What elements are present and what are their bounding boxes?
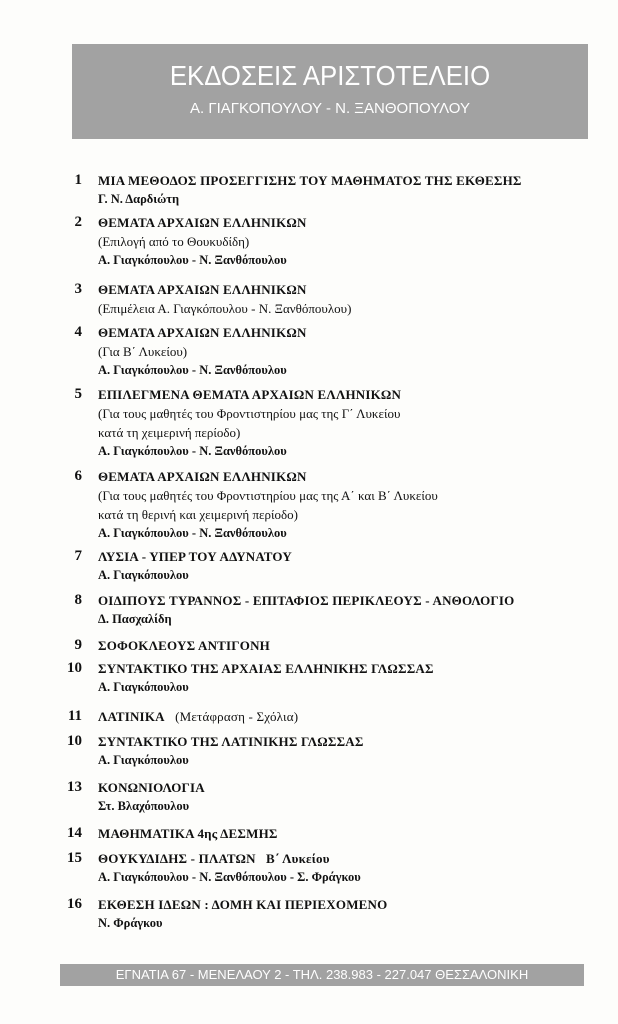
book-details xyxy=(98,732,598,770)
book-author: Δ. Πασχαλίδη xyxy=(98,612,172,626)
book-number: 3 xyxy=(74,281,82,297)
book-details xyxy=(98,659,598,697)
book-author: Α. Γιαγκόπουλου xyxy=(98,680,189,694)
book-details xyxy=(98,547,598,585)
book-title xyxy=(98,213,598,232)
book-number: 15 xyxy=(67,850,82,866)
book-author: Α. Γιαγκόπουλου - Ν. Ξανθόπουλου xyxy=(98,253,287,267)
book-number: 16 xyxy=(67,896,82,912)
book-description: κατά τη χειμερινή περίοδο) xyxy=(98,425,241,440)
book-description: (Για Β΄ Λυκείου) xyxy=(98,344,188,359)
book-number: 6 xyxy=(74,468,82,484)
book-title xyxy=(98,849,598,868)
book-title xyxy=(98,280,598,299)
book-details xyxy=(98,171,598,209)
book-title-text: ΣΟΦΟΚΛΕΟΥΣ ΑΝΤΙΓΟΝΗ xyxy=(98,638,270,653)
book-title-text: ΛΑΤΙΝΙΚΑ xyxy=(98,709,165,724)
book-title-text: ΜΙΑ ΜΕΘΟΔΟΣ ΠΡΟΣΕΓΓΙΣΗΣ ΤΟΥ ΜΑΘΗΜΑΤΟΣ ΤΗΣ ΕΚΘΕΣΗΣ xyxy=(98,173,522,188)
book-details xyxy=(98,213,598,270)
book-title-note: Β΄ Λυκείου xyxy=(266,851,330,866)
book-title-text: ΣΥΝΤΑΚΤΙΚΟ ΤΗΣ ΑΡΧΑΙΑΣ ΕΛΛΗΝΙΚΗΣ ΓΛΩΣΣΑΣ xyxy=(98,661,434,676)
book-title xyxy=(98,895,598,914)
book-number: 14 xyxy=(67,825,82,841)
book-number: 8 xyxy=(74,592,82,608)
book-number: 7 xyxy=(74,548,82,564)
book-author: Στ. Βλαχόπουλου xyxy=(98,799,190,813)
book-description: (Για τους μαθητές του Φροντιστηρίου μας της Α΄ και Β΄ Λυκείου xyxy=(98,488,438,503)
publisher-address: ΕΓΝΑΤΙΑ 67 - ΜΕΝΕΛΑΟΥ 2 - ΤΗΛ. 238.983 - 227.047 ΘΕΣΣΑΛΟΝΙΚΗ xyxy=(60,964,584,986)
book-details xyxy=(98,467,598,543)
book-details xyxy=(98,707,598,726)
book-number: 10 xyxy=(67,733,82,749)
book-details xyxy=(98,895,598,933)
book-description: κατά τη θερινή και χειμερινή περίοδο) xyxy=(98,507,298,522)
book-title xyxy=(98,547,598,566)
publisher-banner xyxy=(72,44,588,139)
book-details xyxy=(98,824,598,843)
book-number: 2 xyxy=(74,214,82,230)
book-title-text: ΚΟΝΩΝΙΟΛΟΓΙΑ xyxy=(98,780,205,795)
book-number: 13 xyxy=(67,779,82,795)
publisher-owners: Α. ΓΙΑΓΚΟΠΟΥΛΟΥ - Ν. ΞΑΝΘΟΠΟΥΛΟΥ xyxy=(190,100,470,117)
book-number: 10 xyxy=(67,660,82,676)
book-title-text: ΜΑΘΗΜΑΤΙΚΑ 4ης ΔΕΣΜΗΣ xyxy=(98,826,278,841)
publisher-name: ΕΚΔΟΣΕΙΣ ΑΡΙΣΤΟΤΕΛΕΙΟ xyxy=(169,60,491,91)
book-title-text: ΛΥΣΙΑ - ΥΠΕΡ ΤΟΥ ΑΔΥΝΑΤΟΥ xyxy=(98,549,292,564)
book-number: 9 xyxy=(74,637,82,653)
book-title xyxy=(98,385,598,404)
book-details xyxy=(98,323,598,380)
book-title-note: (Μετάφραση - Σχόλια) xyxy=(175,709,299,724)
book-title xyxy=(98,659,598,678)
book-number: 5 xyxy=(74,386,82,402)
book-title-text: ΘΕΜΑΤΑ ΑΡΧΑΙΩΝ ΕΛΛΗΝΙΚΩΝ xyxy=(98,469,307,484)
book-title xyxy=(98,778,598,797)
book-author: Α. Γιαγκόπουλου - Ν. Ξανθόπουλου xyxy=(98,363,287,377)
book-title-text: ΟΙΔΙΠΟΥΣ ΤΥΡΑΝΝΟΣ - ΕΠΙΤΑΦΙΟΣ ΠΕΡΙΚΛΕΟΥΣ - ΑΝΘΟΛΟΓΙΟ xyxy=(98,593,515,608)
book-author: Α. Γιαγκόπουλου xyxy=(98,753,189,767)
book-details xyxy=(98,591,598,629)
book-author: Ν. Φράγκου xyxy=(98,916,163,930)
book-title xyxy=(98,171,598,190)
book-description: (Για τους μαθητές του Φροντιστηρίου μας της Γ΄ Λυκείου xyxy=(98,406,401,421)
book-title xyxy=(98,636,598,655)
book-description: (Επιμέλεια Α. Γιαγκόπουλου - Ν. Ξανθόπουλου) xyxy=(98,301,352,316)
book-title-text: ΣΥΝΤΑΚΤΙΚΟ ΤΗΣ ΛΑΤΙΝΙΚΗΣ ΓΛΩΣΣΑΣ xyxy=(98,734,364,749)
book-author: Α. Γιαγκόπουλου xyxy=(98,568,189,582)
book-title-text: ΕΠΙΛΕΓΜΕΝΑ ΘΕΜΑΤΑ ΑΡΧΑΙΩΝ ΕΛΛΗΝΙΚΩΝ xyxy=(98,387,402,402)
book-number: 4 xyxy=(74,324,82,340)
book-description: (Επιλογή από το Θουκυδίδη) xyxy=(98,234,250,249)
book-title-text: ΘΕΜΑΤΑ ΑΡΧΑΙΩΝ ΕΛΛΗΝΙΚΩΝ xyxy=(98,215,307,230)
book-details xyxy=(98,778,598,816)
book-title-text: ΕΚΘΕΣΗ ΙΔΕΩΝ : ΔΟΜΗ ΚΑΙ ΠΕΡΙΕΧΟΜΕΝΟ xyxy=(98,897,388,912)
book-title-text: ΘΕΜΑΤΑ ΑΡΧΑΙΩΝ ΕΛΛΗΝΙΚΩΝ xyxy=(98,325,307,340)
book-author: Α. Γιαγκόπουλου - Ν. Ξανθόπουλου xyxy=(98,444,287,458)
book-title xyxy=(98,824,598,843)
book-details xyxy=(98,385,598,461)
book-author: Γ. Ν. Δαρδιώτη xyxy=(98,192,180,206)
book-title xyxy=(98,732,598,751)
book-title-text: ΘΟΥΚΥΔΙΔΗΣ - ΠΛΑΤΩΝ xyxy=(98,851,256,866)
book-title xyxy=(98,707,598,726)
book-details xyxy=(98,849,598,887)
book-title xyxy=(98,467,598,486)
book-number: 1 xyxy=(74,172,82,188)
book-title xyxy=(98,323,598,342)
book-title xyxy=(98,591,598,610)
book-details xyxy=(98,636,598,655)
book-title-text: ΘΕΜΑΤΑ ΑΡΧΑΙΩΝ ΕΛΛΗΝΙΚΩΝ xyxy=(98,282,307,297)
book-author: Α. Γιαγκόπουλου - Ν. Ξανθόπουλου - Σ. Φράγκου xyxy=(98,870,361,884)
book-number: 11 xyxy=(67,708,82,724)
book-details xyxy=(98,280,598,318)
book-author: Α. Γιαγκόπουλου - Ν. Ξανθόπουλου xyxy=(98,526,287,540)
